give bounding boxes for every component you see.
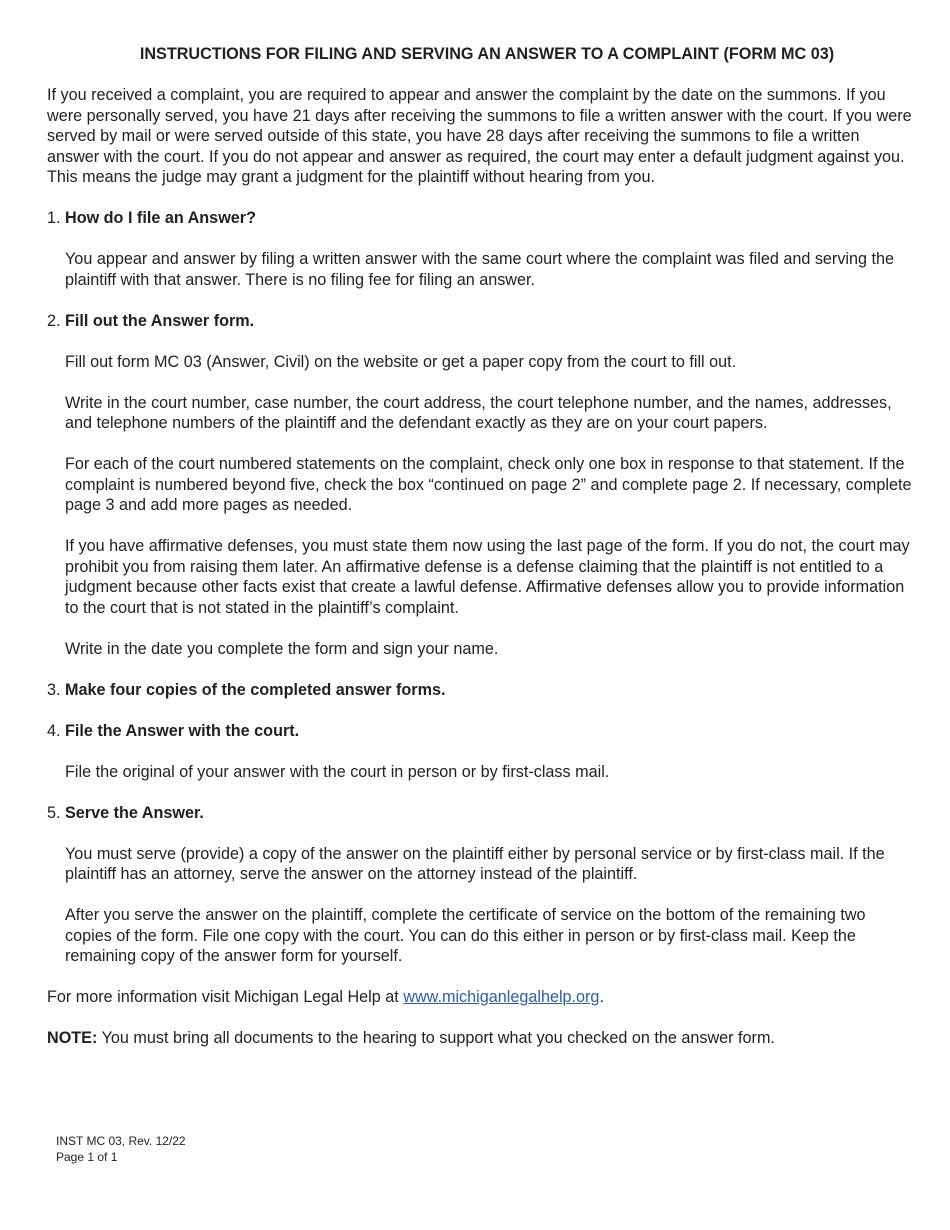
intro-paragraph: If you received a complaint, you are required to appear and answer the complaint by the date on the summons. If you were personally served, you have 21 days after receiving the summons to file a written answer with the court. If you were served by mail or were served outside of this state, you have 28 days after receiving the summons to file a written answer with the court. If you do not appear and answer as required, the court may enter a default judgment against you. This means the judge may grant a judgment for the plaintiff without hearing from you. <box>47 86 912 186</box>
item-paragraph: You appear and answer by filing a written answer with the same court where the complaint was filed and serving the plaintiff with that answer. There is no filing fee for filing an answer. <box>65 250 895 289</box>
note-text: You must bring all documents to the hearing to support what you checked on the answer form. <box>97 1029 775 1047</box>
more-info-prefix: For more information visit Michigan Legal Help at <box>47 988 404 1006</box>
item-paragraph: After you serve the answer on the plaintiff, complete the certificate of service on the bottom of the remaining two copies of the form. File one copy with the court. You can do this either in person or by first-class mail. Keep the remaining copy of the answer form for yourself. <box>65 906 866 965</box>
item-paragraph: Write in the date you complete the form and sign your name. <box>65 639 499 658</box>
item-heading-text: Make four copies of the completed answer forms. <box>65 680 446 699</box>
item-paragraph: Write in the court number, case number, the court address, the court telephone number, and the names, addresses, and telephone numbers of the plaintiff and the defendant exactly as they are on your court papers. <box>65 393 892 432</box>
item-heading <box>47 680 915 701</box>
item-number: 2. <box>47 311 61 330</box>
instruction-item-5 <box>47 803 915 967</box>
item-heading-text: Fill out the Answer form. <box>65 311 255 330</box>
item-paragraph: Fill out form MC 03 (Answer, Civil) on the website or get a paper copy from the court to fill out. <box>65 352 737 371</box>
item-number: 1. <box>47 209 61 227</box>
item-paragraph: File the original of your answer with the court in person or by first-class mail. <box>65 762 610 781</box>
form-revision-id: INST MC 03, Rev. 12/22 <box>56 1134 186 1148</box>
more-info-suffix: . <box>599 988 604 1006</box>
instruction-item-3 <box>47 680 915 701</box>
item-heading <box>47 803 915 824</box>
item-paragraph: You must serve (provide) a copy of the answer on the plaintiff either by personal service or by first-class mail. If the plaintiff has an attorney, serve the answer on the attorney instead of the plaintiff. <box>65 844 885 883</box>
item-heading <box>47 311 915 332</box>
instruction-item-4 <box>47 721 915 783</box>
page-title: INSTRUCTIONS FOR FILING AND SERVING AN ANSWER TO A COMPLAINT (FORM MC 03) <box>139 45 835 63</box>
item-paragraph: If you have affirmative defenses, you must state them now using the last page of the form. If you do not, the court may prohibit you from raising them later. An affirmative defense is a defense claiming that the plaintiff is not entitled to a judgment because other facts exist that create a lawful defense. Affirmative defenses allow you to provide information to the court that is not stated in the plaintiff’s complaint. <box>65 537 910 617</box>
more-info-paragraph <box>47 987 915 1008</box>
item-heading-text: File the Answer with the court. <box>65 721 300 740</box>
item-heading <box>47 721 915 742</box>
page-number: Page 1 of 1 <box>56 1149 118 1164</box>
note-label: NOTE: <box>47 1029 98 1047</box>
item-number: 5. <box>47 803 61 822</box>
item-heading-text: How do I file an Answer? <box>65 209 256 227</box>
document-page <box>47 44 915 1069</box>
michigan-legal-help-link[interactable]: www.michiganlegalhelp.org <box>403 988 600 1006</box>
page-footer <box>56 1134 186 1165</box>
instruction-item-1 <box>47 208 915 290</box>
item-number: 3. <box>47 680 61 699</box>
item-paragraph: For each of the court numbered statements on the complaint, check only one box in response to that statement. If the complaint is numbered beyond five, check the box “continued on page 2” and complete page 2. If necessary, complete page 3 and add more pages as needed. <box>65 455 912 514</box>
instruction-item-2 <box>47 311 915 660</box>
item-heading <box>47 208 915 229</box>
note-paragraph <box>47 1028 915 1049</box>
item-heading-text: Serve the Answer. <box>65 803 204 822</box>
item-number: 4. <box>47 721 61 740</box>
